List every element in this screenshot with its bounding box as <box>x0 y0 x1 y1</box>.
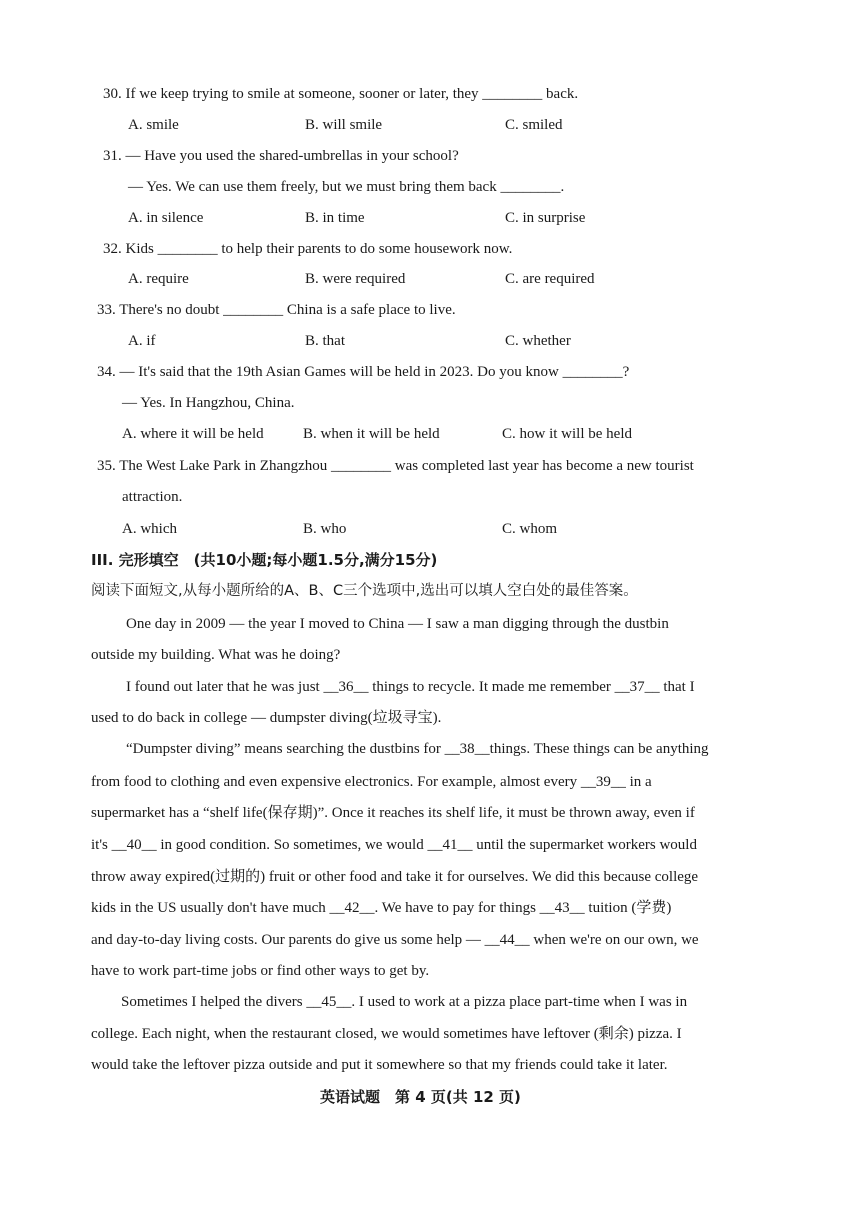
question-30-option-a: A. smile <box>128 117 179 133</box>
passage-line: kids in the US usually don't have much __42__. We have to pay for things __43__ tuition (学费) <box>91 900 672 916</box>
question-33-option-c: C. whether <box>505 333 571 349</box>
passage-line: have to work part-time jobs or find other ways to get by. <box>91 963 430 979</box>
section-instruction: 阅读下面短文,从每小题所给的A、B、C三个选项中,选出可以填人空白处的最佳答案。 <box>91 583 638 599</box>
passage-line: and day-to-day living costs. Our parents do give us some help — __44__ when we're on our own, we <box>91 932 699 948</box>
question-34-option-c: C. how it will be held <box>502 426 632 442</box>
passage-line: supermarket has a “shelf life(保存期)”. Once it reaches its shelf life, it must be thrown away, even if <box>91 805 695 821</box>
question-32-option-c: C. are required <box>505 271 595 287</box>
section-title: III. 完形填空 (共10小题;每小题1.5分,满分15分) <box>91 551 438 569</box>
passage-line: I found out later that he was just __36__ things to recycle. It made me remember __37__ that I <box>126 679 695 695</box>
question-31-reply: — Yes. We can use them freely, but we must bring them back ________. <box>128 179 565 195</box>
question-31-option-b: B. in time <box>305 210 365 226</box>
passage-line: it's __40__ in good condition. So sometimes, we would __41__ until the supermarket workers would <box>91 837 697 853</box>
passage-line: Sometimes I helped the divers __45__. I used to work at a pizza place part-time when I was in <box>121 994 688 1010</box>
question-30-option-b: B. will smile <box>305 117 383 133</box>
question-35-option-c: C. whom <box>502 521 558 537</box>
question-32-option-b: B. were required <box>305 271 406 287</box>
question-33-option-b: B. that <box>305 333 345 349</box>
question-31-option-c: C. in surprise <box>505 210 586 226</box>
question-34-option-a: A. where it will be held <box>122 426 264 442</box>
passage-line: from food to clothing and even expensive electronics. For example, almost every __39__ in a <box>91 774 652 790</box>
passage-line: college. Each night, when the restaurant closed, we would sometimes have leftover (剩余) pizza. I <box>91 1026 682 1042</box>
passage-line: outside my building. What was he doing? <box>91 647 341 663</box>
question-35-option-b: B. who <box>303 521 347 537</box>
question-35-stem-cont: attraction. <box>122 489 183 505</box>
passage-line: would take the leftover pizza outside and put it somewhere so that my friends could take it later. <box>91 1057 668 1073</box>
question-34-option-b: B. when it will be held <box>303 426 440 442</box>
question-30-option-c: C. smiled <box>505 117 563 133</box>
question-34-stem: 34. — It's said that the 19th Asian Games will be held in 2023. Do you know ________? <box>97 364 630 380</box>
question-31-option-a: A. in silence <box>128 210 204 226</box>
passage-line: throw away expired(过期的) fruit or other food and take it for ourselves. We did this because college <box>91 869 699 885</box>
question-32-option-a: A. require <box>128 271 189 287</box>
question-32-stem: 32. Kids ________ to help their parents to do some housework now. <box>103 241 513 257</box>
question-33-stem: 33. There's no doubt ________ China is a safe place to live. <box>97 302 456 318</box>
question-33-option-a: A. if <box>128 333 156 349</box>
question-31-stem: 31. — Have you used the shared-umbrellas in your school? <box>103 148 459 164</box>
question-30-stem: 30. If we keep trying to smile at someone, sooner or later, they ________ back. <box>103 86 579 102</box>
passage-line: “Dumpster diving” means searching the dustbins for __38__things. These things can be anything <box>126 741 709 757</box>
passage-line: used to do back in college — dumpster diving(垃圾寻宝). <box>91 710 442 726</box>
question-34-reply: — Yes. In Hangzhou, China. <box>122 395 295 411</box>
question-35-option-a: A. which <box>122 521 177 537</box>
passage-line: One day in 2009 — the year I moved to China — I saw a man digging through the dustbin <box>126 616 669 632</box>
question-35-stem: 35. The West Lake Park in Zhangzhou ________ was completed last year has become a new tourist <box>97 458 694 474</box>
page-footer: 英语试题 第 4 页(共 12 页) <box>320 1088 521 1106</box>
